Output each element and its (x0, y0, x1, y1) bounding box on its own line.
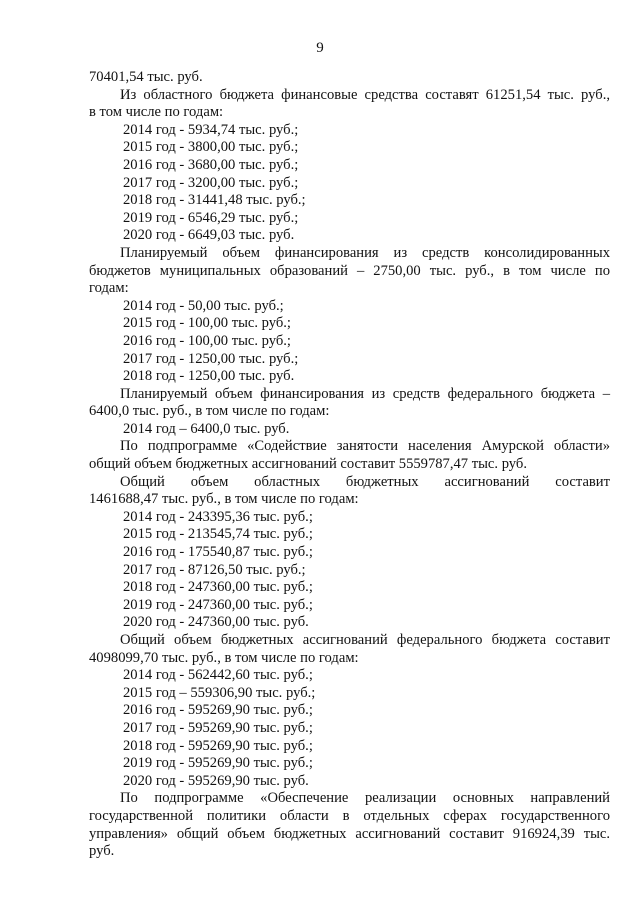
year-line: 2015 год - 100,00 тыс. руб.; (123, 315, 291, 332)
text-line: 1461688,47 тыс. руб., в том числе по годам: (89, 491, 359, 508)
year-line: 2017 год - 595269,90 тыс. руб.; (123, 719, 313, 736)
year-line: 2019 год - 247360,00 тыс. руб.; (123, 596, 313, 613)
year-line: 2017 год - 3200,00 тыс. руб.; (123, 174, 299, 191)
page-number: 9 (316, 40, 324, 56)
year-line: 2016 год - 175540,87 тыс. руб.; (123, 544, 313, 561)
year-line: 2017 год - 1250,00 тыс. руб.; (123, 350, 299, 367)
text-line: руб. (89, 843, 115, 860)
year-line: 2017 год - 87126,50 тыс. руб.; (123, 561, 306, 578)
year-line: 2018 год - 247360,00 тыс. руб.; (123, 579, 313, 596)
year-line: 2016 год - 595269,90 тыс. руб.; (123, 702, 313, 719)
year-line: 2015 год - 3800,00 тыс. руб.; (123, 139, 299, 156)
year-line: 2016 год - 3680,00 тыс. руб.; (123, 156, 299, 173)
year-line: 2019 год - 595269,90 тыс. руб.; (123, 755, 313, 772)
year-line: 2014 год - 50,00 тыс. руб.; (123, 297, 284, 314)
text-line: бюджетов муниципальных образований – 2750,00 тыс. руб., в том числе по (89, 262, 610, 279)
text-line: По подпрограмме «Содействие занятости населения Амурской области» (120, 438, 610, 455)
text-line: Из областного бюджета финансовые средства составят 61251,54 тыс. руб., (120, 86, 610, 103)
year-line: 2018 год - 31441,48 тыс. руб.; (123, 192, 306, 209)
text-line: государственной политики области в отдельных сферах государственного (89, 807, 610, 824)
text-line: 4098099,70 тыс. руб., в том числе по годам: (89, 649, 359, 666)
year-line: 2020 год - 595269,90 тыс. руб. (123, 772, 309, 789)
year-line: 2014 год - 562442,60 тыс. руб.; (123, 667, 313, 684)
text-line: Планируемый объем финансирования из средств федерального бюджета – (120, 385, 610, 402)
text-line: 70401,54 тыс. руб. (89, 69, 203, 85)
year-line: 2018 год - 595269,90 тыс. руб.; (123, 737, 313, 754)
text-line: управления» общий объем бюджетных ассигнований составит 916924,39 тыс. (89, 825, 610, 842)
year-line: 2014 год – 6400,0 тыс. руб. (123, 420, 290, 437)
year-line: 2018 год - 1250,00 тыс. руб. (123, 368, 295, 385)
text-line: 6400,0 тыс. руб., в том числе по годам: (89, 403, 330, 420)
text-line: По подпрограмме «Обеспечение реализации основных направлений (120, 790, 610, 807)
year-line: 2020 год - 247360,00 тыс. руб. (123, 614, 309, 631)
year-line: 2019 год - 6546,29 тыс. руб.; (123, 209, 299, 226)
year-line: 2014 год - 243395,36 тыс. руб.; (123, 508, 313, 525)
text-line: Общий объем областных бюджетных ассигнований составит (120, 473, 610, 490)
text-line: Планируемый объем финансирования из средств консолидированных (120, 244, 610, 261)
year-line: 2015 год - 213545,74 тыс. руб.; (123, 526, 313, 543)
text-line: в том числе по годам: (89, 104, 224, 121)
year-line: 2016 год - 100,00 тыс. руб.; (123, 332, 291, 349)
text-line: Общий объем бюджетных ассигнований федерального бюджета составит (120, 632, 610, 648)
year-line: 2015 год – 559306,90 тыс. руб.; (123, 684, 316, 701)
text-line: годам: (89, 280, 129, 297)
year-line: 2014 год - 5934,74 тыс. руб.; (123, 121, 299, 138)
text-line: общий объем бюджетных ассигнований составит 5559787,47 тыс. руб. (89, 456, 527, 473)
year-line: 2020 год - 6649,03 тыс. руб. (123, 227, 295, 244)
document-body (89, 69, 610, 861)
